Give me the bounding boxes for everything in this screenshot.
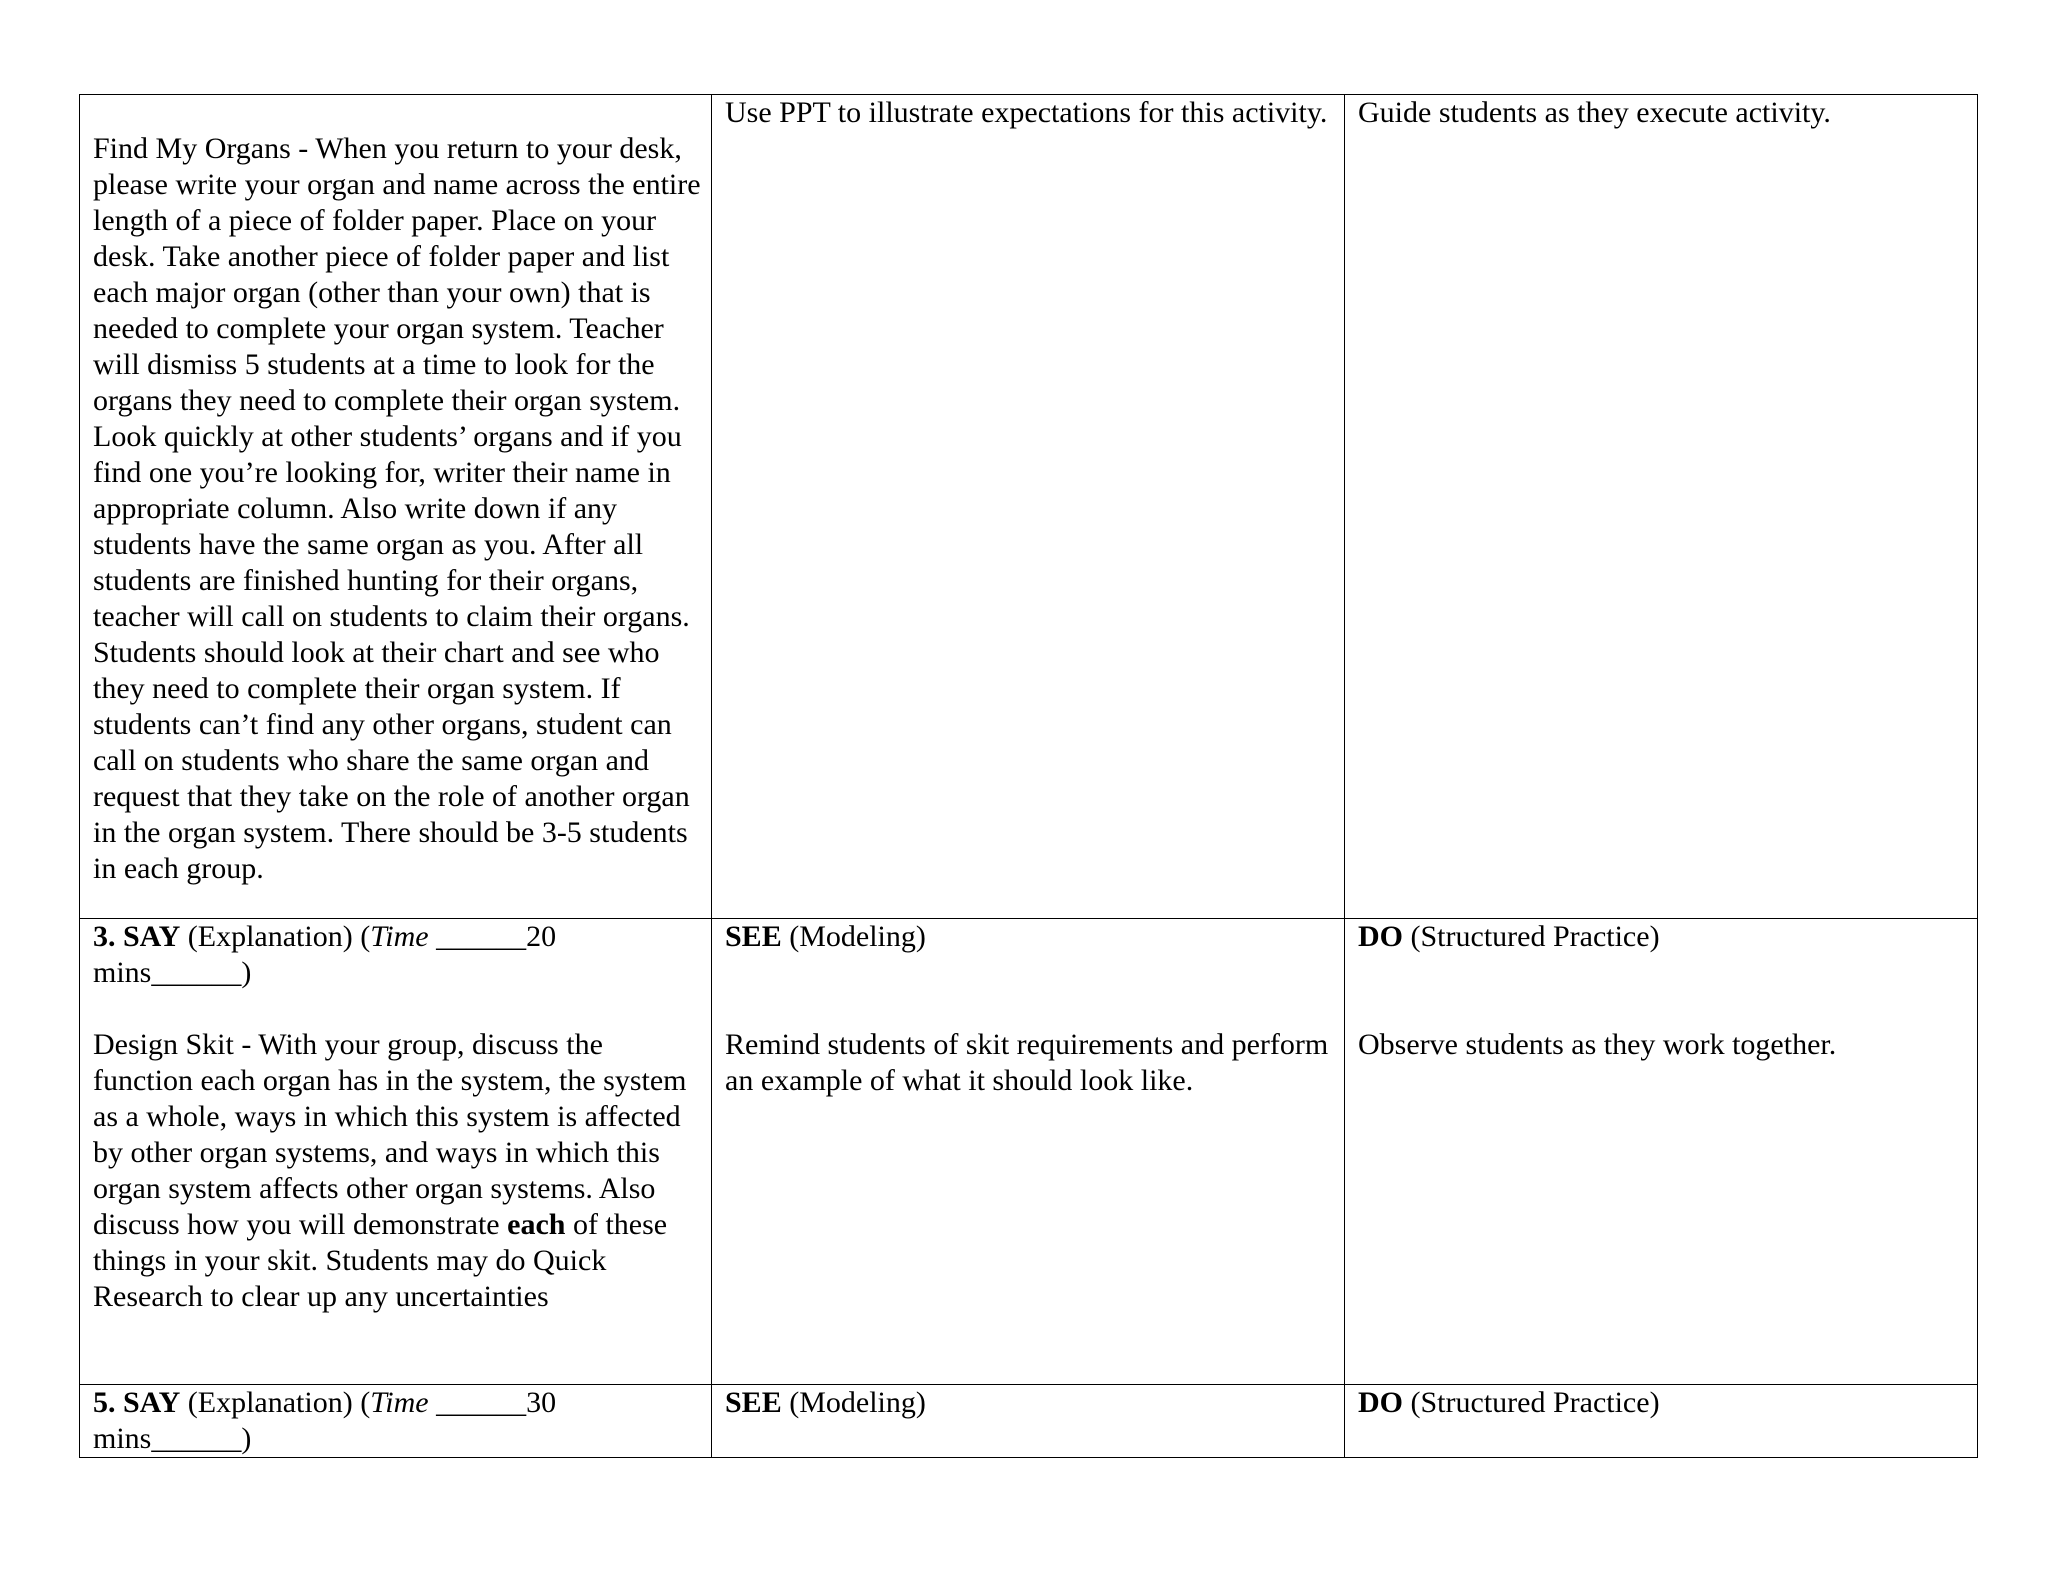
modeling-label: (Modeling) — [789, 920, 926, 953]
time-label: Time — [370, 1386, 429, 1419]
modeling-label: (Modeling) — [789, 1386, 926, 1419]
see-heading — [725, 1385, 1334, 1421]
close-paren: ) — [241, 1422, 252, 1455]
step-number: 3. — [93, 920, 116, 953]
design-skit-text-bold: each — [507, 1208, 566, 1241]
time-blank: ______ — [436, 1386, 527, 1419]
say-cell — [80, 919, 712, 1385]
do-label: DO — [1358, 1386, 1403, 1419]
step-number: 5. — [93, 1386, 116, 1419]
do-cell — [1345, 919, 1978, 1385]
mins-label: mins — [93, 1422, 152, 1455]
do-cell — [1345, 1385, 1978, 1458]
do-heading — [1358, 919, 1967, 955]
do-heading — [1358, 1385, 1967, 1421]
close-paren: ) — [241, 956, 252, 989]
structured-practice-label: (Structured Practice) — [1410, 1386, 1660, 1419]
lesson-plan-table — [79, 94, 1978, 1458]
say-label: SAY — [123, 1386, 181, 1419]
do-cell — [1345, 95, 1978, 919]
time-value: 20 — [526, 920, 557, 953]
observe-students-text: Observe students as they work together. — [1358, 1028, 1837, 1061]
table-row — [80, 1385, 1978, 1458]
see-label: SEE — [725, 1386, 782, 1419]
mins-blank: ______ — [151, 956, 242, 989]
say-label: SAY — [123, 920, 181, 953]
ppt-expectations-text: Use PPT to illustrate expectations for this activity. — [725, 96, 1328, 129]
remind-students-text: Remind students of skit requirements and perform an example of what it should look like. — [725, 1028, 1329, 1097]
see-cell — [712, 95, 1345, 919]
design-skit-text — [93, 1027, 701, 1315]
time-blank: ______ — [436, 920, 527, 953]
do-label: DO — [1358, 920, 1403, 953]
explanation-label: (Explanation) ( — [187, 1386, 371, 1419]
mins-blank: ______ — [151, 1422, 242, 1455]
see-cell — [712, 1385, 1345, 1458]
time-value: 30 — [526, 1386, 557, 1419]
say-heading — [93, 1385, 701, 1457]
see-label: SEE — [725, 920, 782, 953]
mins-label: mins — [93, 956, 152, 989]
structured-practice-label: (Structured Practice) — [1410, 920, 1660, 953]
table-row — [80, 95, 1978, 919]
say-heading — [93, 919, 701, 991]
see-cell — [712, 919, 1345, 1385]
design-skit-text-pre: Design Skit - With your group, discuss the function each organ has in the system, the system as a whole, ways in which this system is affected by other organ systems, and ways in which this organ system affects other organ systems. Also discuss how you will demonstrate — [93, 1028, 687, 1241]
see-heading — [725, 919, 1334, 955]
design-skit-text-post: of these things in your skit. Students may do Quick Research to clear up any uncertainties — [93, 1208, 668, 1313]
guide-students-text: Guide students as they execute activity. — [1358, 96, 1831, 129]
find-my-organs-text: Find My Organs - When you return to your desk, please write your organ and name across the entire length of a piece of folder paper. Place on your desk. Take another piece of folder paper and list each major organ (other than your own) that is needed to complete your organ system. Teacher will dismiss 5 students at a time to look for the organs they need to complete their organ system. Look quickly at other students’ organs and if you find one you’re looking for, writer their name in appropriate column. Also write down if any students have the same organ as you. After all students are finished hunting for their organs, teacher will call on students to claim their organs. Students should look at their chart and see who they need to complete their organ system. If students can’t find any other organs, student can call on students who share the same organ and request that they take on the role of another organ in the organ system. There should be 3-5 students in each group. — [93, 132, 701, 885]
say-cell — [80, 95, 712, 919]
time-label: Time — [370, 920, 429, 953]
say-cell — [80, 1385, 712, 1458]
table-row — [80, 919, 1978, 1385]
explanation-label: (Explanation) ( — [187, 920, 371, 953]
